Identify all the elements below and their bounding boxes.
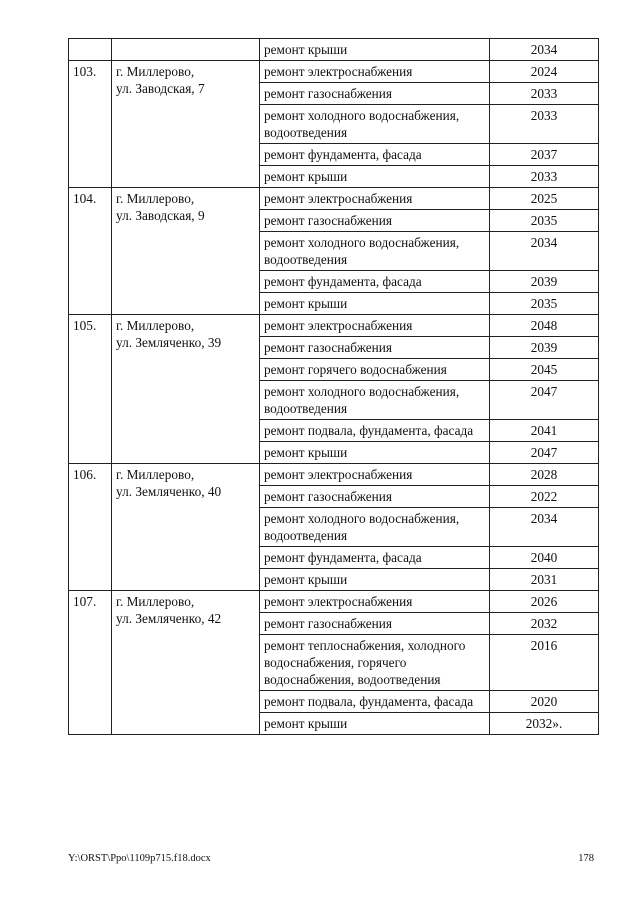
work-cell: ремонт газоснабжения bbox=[260, 613, 490, 635]
table-row bbox=[69, 315, 599, 337]
work-cell: ремонт теплоснабжения, холодного водоснабжения, горячего водоснабжения, водоотведения bbox=[260, 635, 490, 691]
entry-number-cell: 107. bbox=[69, 591, 112, 735]
address-street: ул. Земляченко, 40 bbox=[116, 484, 222, 499]
year-cell: 2048 bbox=[490, 315, 599, 337]
address-street: ул. Заводская, 7 bbox=[116, 81, 205, 96]
year-cell: 2025 bbox=[490, 188, 599, 210]
address-cell bbox=[112, 39, 260, 61]
footer-file-path: Y:\ORST\Ppo\1109p715.f18.docx bbox=[68, 853, 211, 864]
address-street: ул. Земляченко, 39 bbox=[116, 335, 222, 350]
work-cell: ремонт крыши bbox=[260, 293, 490, 315]
year-cell: 2016 bbox=[490, 635, 599, 691]
address-street: ул. Земляченко, 42 bbox=[116, 611, 222, 626]
work-cell: ремонт подвала, фундамента, фасада bbox=[260, 420, 490, 442]
entry-number-cell: 103. bbox=[69, 61, 112, 188]
year-cell: 2035 bbox=[490, 210, 599, 232]
work-cell: ремонт горячего водоснабжения bbox=[260, 359, 490, 381]
address-city: г. Миллерово, bbox=[116, 467, 195, 482]
year-cell: 2033 bbox=[490, 83, 599, 105]
work-cell: ремонт электроснабжения bbox=[260, 188, 490, 210]
page-number: 178 bbox=[578, 853, 594, 864]
year-cell: 2039 bbox=[490, 271, 599, 293]
work-cell: ремонт электроснабжения bbox=[260, 315, 490, 337]
work-cell: ремонт электроснабжения bbox=[260, 464, 490, 486]
work-cell: ремонт электроснабжения bbox=[260, 61, 490, 83]
entry-number-cell bbox=[69, 39, 112, 61]
address-cell bbox=[112, 315, 260, 464]
year-cell: 2028 bbox=[490, 464, 599, 486]
year-cell: 2037 bbox=[490, 144, 599, 166]
work-cell: ремонт холодного водоснабжения, водоотведения bbox=[260, 105, 490, 144]
entry-number-cell: 105. bbox=[69, 315, 112, 464]
work-cell: ремонт холодного водоснабжения, водоотведения bbox=[260, 508, 490, 547]
work-cell: ремонт газоснабжения bbox=[260, 83, 490, 105]
work-cell: ремонт крыши bbox=[260, 39, 490, 61]
table-row bbox=[69, 188, 599, 210]
work-cell: ремонт холодного водоснабжения, водоотведения bbox=[260, 381, 490, 420]
year-cell: 2041 bbox=[490, 420, 599, 442]
year-cell: 2045 bbox=[490, 359, 599, 381]
work-cell: ремонт фундамента, фасада bbox=[260, 547, 490, 569]
address-street: ул. Заводская, 9 bbox=[116, 208, 205, 223]
work-cell: ремонт крыши bbox=[260, 166, 490, 188]
year-cell: 2022 bbox=[490, 486, 599, 508]
year-cell: 2026 bbox=[490, 591, 599, 613]
year-cell: 2034 bbox=[490, 508, 599, 547]
year-cell: 2033 bbox=[490, 166, 599, 188]
table-row bbox=[69, 591, 599, 613]
year-cell: 2031 bbox=[490, 569, 599, 591]
table-row bbox=[69, 39, 599, 61]
work-cell: ремонт крыши bbox=[260, 713, 490, 735]
work-cell: ремонт газоснабжения bbox=[260, 486, 490, 508]
year-cell: 2047 bbox=[490, 442, 599, 464]
year-cell: 2034 bbox=[490, 39, 599, 61]
address-city: г. Миллерово, bbox=[116, 318, 195, 333]
year-cell: 2024 bbox=[490, 61, 599, 83]
address-cell bbox=[112, 464, 260, 591]
work-cell: ремонт газоснабжения bbox=[260, 337, 490, 359]
address-cell bbox=[112, 188, 260, 315]
entry-number-cell: 104. bbox=[69, 188, 112, 315]
address-cell bbox=[112, 591, 260, 735]
table-row bbox=[69, 61, 599, 83]
table-body bbox=[69, 39, 599, 735]
address-city: г. Миллерово, bbox=[116, 594, 195, 609]
year-cell: 2040 bbox=[490, 547, 599, 569]
work-cell: ремонт крыши bbox=[260, 569, 490, 591]
work-cell: ремонт фундамента, фасада bbox=[260, 271, 490, 293]
address-cell bbox=[112, 61, 260, 188]
work-cell: ремонт фундамента, фасада bbox=[260, 144, 490, 166]
year-cell: 2020 bbox=[490, 691, 599, 713]
work-cell: ремонт газоснабжения bbox=[260, 210, 490, 232]
year-cell: 2035 bbox=[490, 293, 599, 315]
year-cell: 2039 bbox=[490, 337, 599, 359]
table-row bbox=[69, 464, 599, 486]
work-cell: ремонт подвала, фундамента, фасада bbox=[260, 691, 490, 713]
work-cell: ремонт крыши bbox=[260, 442, 490, 464]
address-city: г. Миллерово, bbox=[116, 191, 195, 206]
year-cell: 2047 bbox=[490, 381, 599, 420]
year-cell: 2032». bbox=[490, 713, 599, 735]
work-cell: ремонт холодного водоснабжения, водоотведения bbox=[260, 232, 490, 271]
repair-schedule-table bbox=[68, 38, 599, 735]
entry-number-cell: 106. bbox=[69, 464, 112, 591]
address-city: г. Миллерово, bbox=[116, 64, 195, 79]
work-cell: ремонт электроснабжения bbox=[260, 591, 490, 613]
year-cell: 2033 bbox=[490, 105, 599, 144]
year-cell: 2032 bbox=[490, 613, 599, 635]
year-cell: 2034 bbox=[490, 232, 599, 271]
